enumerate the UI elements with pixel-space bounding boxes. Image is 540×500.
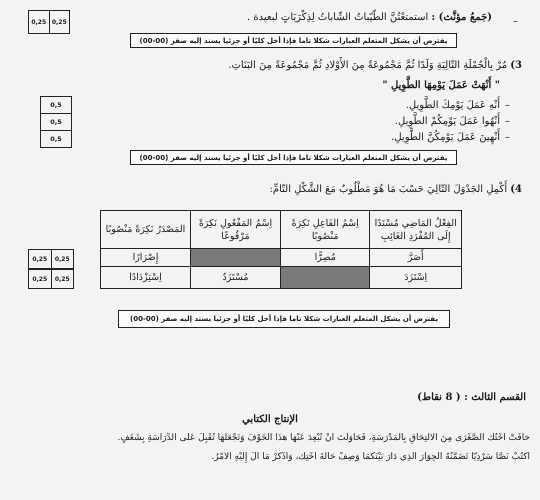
- dash-bullet: –: [505, 116, 510, 127]
- q3-sentence: " أَنْهَتْ عَمَلَ يَوْمِهَا الطَّوِيلِ ": [382, 80, 500, 91]
- q3-prompt-line: [52, 60, 522, 72]
- q3-prompt: مُرْ بِالْجُمْلَةِ التّالِيَةِ وَلَدًا ثُمَّ مَجْمُوعَةً مِنَ الأَوْلادِ ثُمَّ مَجْمُوعَةً مِنَ البَنَاتِ.: [228, 60, 508, 71]
- note-box: يفترض أن يشكل المتعلم العبارات شكلا تاما فإذا أخل كليًا أو جزئيا يسند إليه صفر (00-00): [130, 33, 457, 48]
- score-cell: 0,25: [51, 18, 67, 26]
- score-stack-q3: [40, 96, 72, 148]
- table-cell: اِسْتَزَدَ: [370, 267, 462, 289]
- table-header: المَصْدَرُ نَكِرَةً مَنْصُوبًا: [101, 211, 191, 249]
- table-header: اِسْمُ الفَاعِلِ نَكِرَةً مَنْصُوبًا: [280, 211, 369, 249]
- table-cell: اِسْتِزْدَادًا: [101, 267, 191, 289]
- table-cell: أَصَرَّ: [370, 249, 462, 267]
- q4-prompt: أَكْمِلِ الجَدْوَلَ التّالِيَ حَسْبَ مَا هُوَ مَطْلُوبٌ مَعَ الشَّكْلِ التّامِّ:: [269, 184, 508, 195]
- section3-subtitle: الإنتاج الكتابي: [242, 414, 298, 425]
- table-header: الفِعْلُ المَاضِي مُسْنَدًا إِلَى المُفْرَدِ الغَائِبِ: [370, 211, 462, 249]
- score-cell: 0,25: [54, 255, 70, 263]
- table-header: اِسْمُ المَفْعُولِ نَكِرَةً مَرْفُوعًا: [191, 211, 281, 249]
- score-box-top: [28, 10, 70, 34]
- note-box: يفترض أن يشكل المتعلم العبارات شكلا تاما فإذا أخل كليًا أو جزئيا يسند إليه صفر (00-00): [130, 150, 457, 165]
- gender-label: (جَمعُ مؤنَّث) :: [431, 12, 492, 23]
- dash-bullet: –: [505, 132, 510, 143]
- score-cell: 0,25: [29, 270, 52, 288]
- score-cell: 0,25: [29, 11, 50, 33]
- score-cell: 0,25: [29, 250, 52, 268]
- score-cell: 0,5: [41, 97, 71, 114]
- table-cell: إِصْرَارًا: [101, 249, 191, 267]
- dash-bullet: –: [513, 16, 518, 27]
- score-box-row2: [28, 269, 74, 289]
- table-cell: مُصِرًّا: [280, 249, 369, 267]
- section3-line: خافَتْ أُخْتُكَ الصُّغْرَى مِنَ الالْتِحَاقِ بِالمَدْرَسَةِ، فَحَاوَلْتَ أَنْ تُبْعِدَ عَنْهَا هذَا الخَوْفَ وَتَجْعَلَهَا تُقْبِلُ عَلَى الدِّرَاسَةِ بِشَغَفٍ.: [117, 433, 530, 443]
- note-box: يفترض أن يشكل المتعلم العبارات شكلا تاما فإذا أخل كليًا أو جزئيا يسند إليه صفر (00-00): [118, 310, 450, 328]
- gender-line: [72, 12, 492, 24]
- table-cell: مُسْتَزَدٌ: [191, 267, 281, 289]
- q4-number: 4): [510, 184, 522, 195]
- section3-line: اُكْتُبْ نَصًّا سَرْدِيًّا تَضَمَّنُهُ الحِوَارَ الّذِي دَارَ بَيْنَكُمَا وَصِفْ حَالَةَ أُخْتِكَ، وَاذْكُرْ مَا آلَ إِلَيْهِ الأَمْرُ.: [211, 452, 530, 462]
- q3-number: 3): [510, 60, 522, 71]
- section3-title: القسم الثالث : ( 8 نقاط): [417, 392, 526, 403]
- q3-answer: أَنْهِ عَمَلَ يَوْمِكَ الطَّوِيلِ.: [405, 100, 500, 111]
- score-cell: 0,25: [54, 275, 70, 283]
- q4-table: [100, 210, 462, 289]
- dash-bullet: –: [505, 100, 510, 111]
- table-cell-shaded: [280, 267, 369, 289]
- q4-prompt-line: [52, 184, 522, 196]
- table-cell-shaded: [191, 249, 281, 267]
- score-box-row1: [28, 249, 74, 269]
- q3-answer: أَنْهِينَ عَمَلَ يَوْمِكُنَّ الطَّوِيلِ.: [391, 132, 500, 143]
- score-cell: 0,5: [41, 114, 71, 131]
- score-cell: 0,5: [50, 135, 62, 143]
- q3-answer: أَنْهُوا عَمَلَ يَوْمِكُمْ الطَّوِيلِ.: [394, 116, 500, 127]
- gender-text: استمتعْتُنَّ الطّيّباتُ الشّاباتُ لِذِكْرَيَاتٍ لبعيدة .: [247, 12, 429, 23]
